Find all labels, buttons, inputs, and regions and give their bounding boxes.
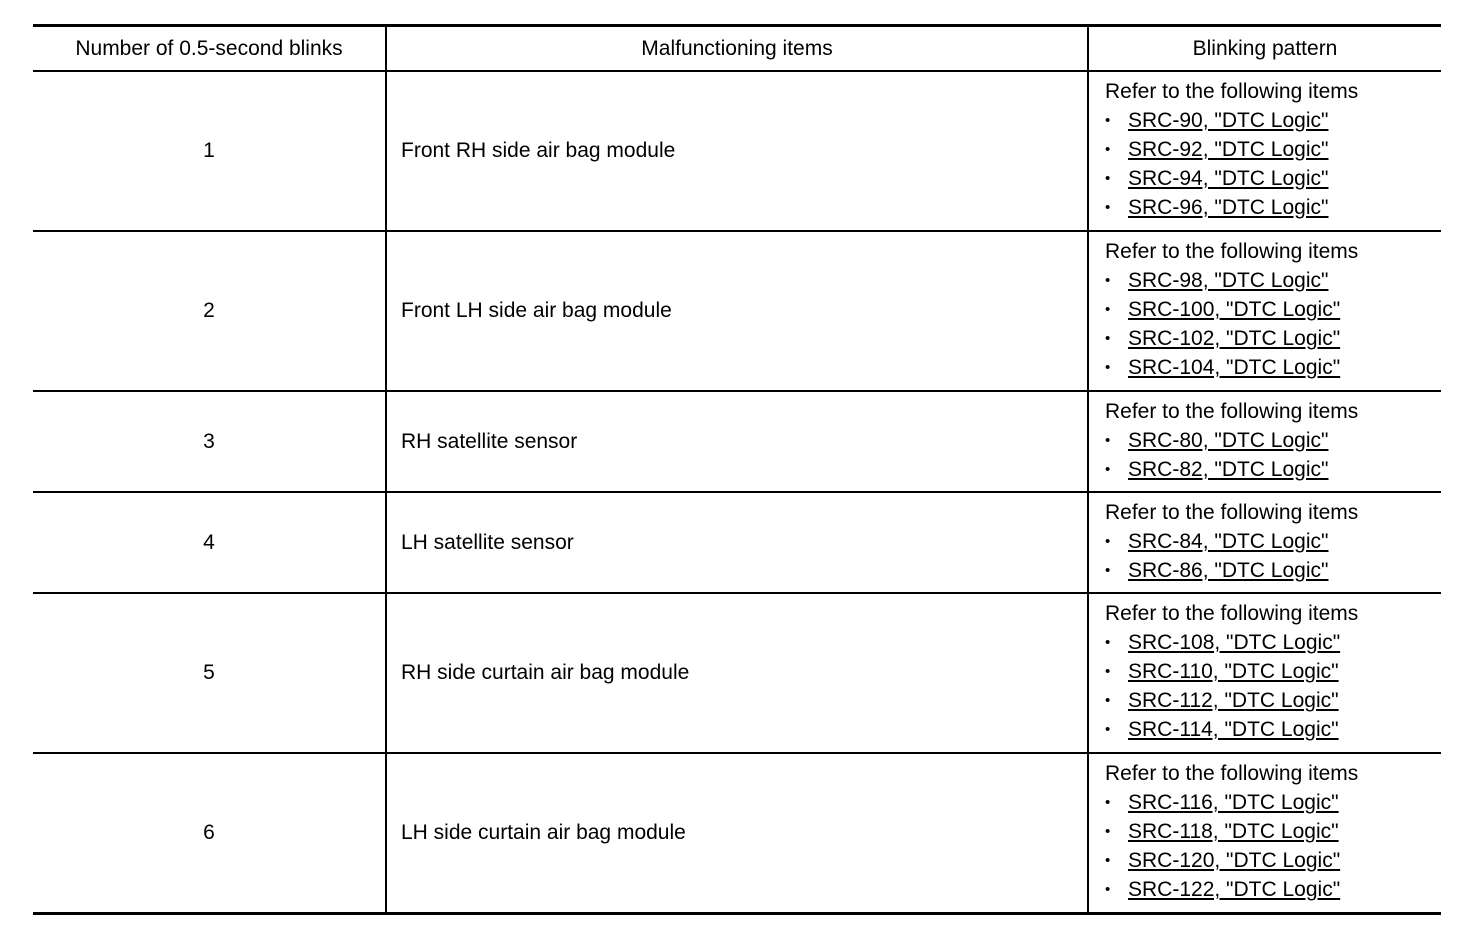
blink-count: 6: [33, 753, 386, 914]
reference-link[interactable]: SRC-108, "DTC Logic": [1128, 631, 1341, 654]
blinking-pattern-cell: [1088, 391, 1441, 492]
blink-count: 5: [33, 593, 386, 753]
blinking-pattern-cell: [1088, 71, 1441, 231]
reference-item: [1105, 266, 1441, 295]
reference-item: [1105, 324, 1441, 353]
blink-count: 4: [33, 492, 386, 593]
reference-link[interactable]: SRC-92, "DTC Logic": [1128, 138, 1329, 161]
reference-item: [1105, 426, 1441, 455]
reference-item: [1105, 455, 1441, 484]
reference-link[interactable]: SRC-100, "DTC Logic": [1128, 298, 1341, 321]
reference-item: [1105, 657, 1441, 686]
malfunctioning-item: Front LH side air bag module: [386, 231, 1088, 391]
reference-item: [1105, 164, 1441, 193]
header-row: [33, 26, 1441, 72]
reference-link[interactable]: SRC-86, "DTC Logic": [1128, 559, 1329, 582]
reference-link[interactable]: SRC-82, "DTC Logic": [1128, 458, 1329, 481]
reference-list: [1105, 106, 1441, 222]
malfunctioning-item: LH satellite sensor: [386, 492, 1088, 593]
reference-link[interactable]: SRC-104, "DTC Logic": [1128, 356, 1341, 379]
reference-item: [1105, 556, 1441, 585]
reference-link[interactable]: SRC-102, "DTC Logic": [1128, 327, 1341, 350]
reference-item: [1105, 193, 1441, 222]
reference-list: [1105, 266, 1441, 382]
reference-link[interactable]: SRC-84, "DTC Logic": [1128, 530, 1329, 553]
malfunctioning-item: RH side curtain air bag module: [386, 593, 1088, 753]
reference-item: [1105, 106, 1441, 135]
refer-intro-text: Refer to the following items: [1105, 762, 1359, 785]
blink-count: 1: [33, 71, 386, 231]
reference-link[interactable]: SRC-112, "DTC Logic": [1128, 689, 1339, 712]
header-blinking-pattern: Blinking pattern: [1088, 26, 1441, 72]
blinking-pattern-cell: [1088, 492, 1441, 593]
reference-item: [1105, 846, 1441, 875]
header-malfunctioning-items: Malfunctioning items: [386, 26, 1088, 72]
reference-link[interactable]: SRC-116, "DTC Logic": [1128, 791, 1339, 814]
reference-item: [1105, 527, 1441, 556]
table-row: [33, 753, 1441, 914]
blinking-pattern-cell: [1088, 231, 1441, 391]
reference-item: [1105, 817, 1441, 846]
reference-item: [1105, 875, 1441, 904]
reference-item: [1105, 353, 1441, 382]
blinking-pattern-cell: [1088, 753, 1441, 914]
header-blinks: Number of 0.5-second blinks: [33, 26, 386, 72]
reference-link[interactable]: SRC-98, "DTC Logic": [1128, 269, 1329, 292]
table-row: [33, 391, 1441, 492]
reference-item: [1105, 628, 1441, 657]
malfunctioning-item: LH side curtain air bag module: [386, 753, 1088, 914]
reference-item: [1105, 135, 1441, 164]
refer-intro-text: Refer to the following items: [1105, 400, 1359, 423]
malfunctioning-item: Front RH side air bag module: [386, 71, 1088, 231]
malfunctioning-item: RH satellite sensor: [386, 391, 1088, 492]
table-row: [33, 492, 1441, 593]
reference-list: [1105, 527, 1441, 585]
refer-intro-text: Refer to the following items: [1105, 602, 1359, 625]
reference-link[interactable]: SRC-114, "DTC Logic": [1128, 718, 1339, 741]
reference-list: [1105, 628, 1441, 744]
blink-diagnosis-table: [33, 24, 1441, 915]
reference-item: [1105, 715, 1441, 744]
blink-count: 2: [33, 231, 386, 391]
table-row: [33, 71, 1441, 231]
reference-link[interactable]: SRC-80, "DTC Logic": [1128, 429, 1329, 452]
reference-list: [1105, 788, 1441, 904]
reference-item: [1105, 788, 1441, 817]
reference-link[interactable]: SRC-90, "DTC Logic": [1128, 109, 1329, 132]
reference-link[interactable]: SRC-122, "DTC Logic": [1128, 878, 1341, 901]
reference-link[interactable]: SRC-118, "DTC Logic": [1128, 820, 1339, 843]
reference-link[interactable]: SRC-96, "DTC Logic": [1128, 196, 1329, 219]
reference-link[interactable]: SRC-110, "DTC Logic": [1128, 660, 1339, 683]
refer-intro-text: Refer to the following items: [1105, 240, 1359, 263]
reference-link[interactable]: SRC-120, "DTC Logic": [1128, 849, 1341, 872]
table-row: [33, 593, 1441, 753]
reference-list: [1105, 426, 1441, 484]
reference-item: [1105, 295, 1441, 324]
reference-item: [1105, 686, 1441, 715]
reference-link[interactable]: SRC-94, "DTC Logic": [1128, 167, 1329, 190]
refer-intro-text: Refer to the following items: [1105, 80, 1359, 103]
blink-count: 3: [33, 391, 386, 492]
blinking-pattern-cell: [1088, 593, 1441, 753]
table-row: [33, 231, 1441, 391]
refer-intro-text: Refer to the following items: [1105, 501, 1359, 524]
